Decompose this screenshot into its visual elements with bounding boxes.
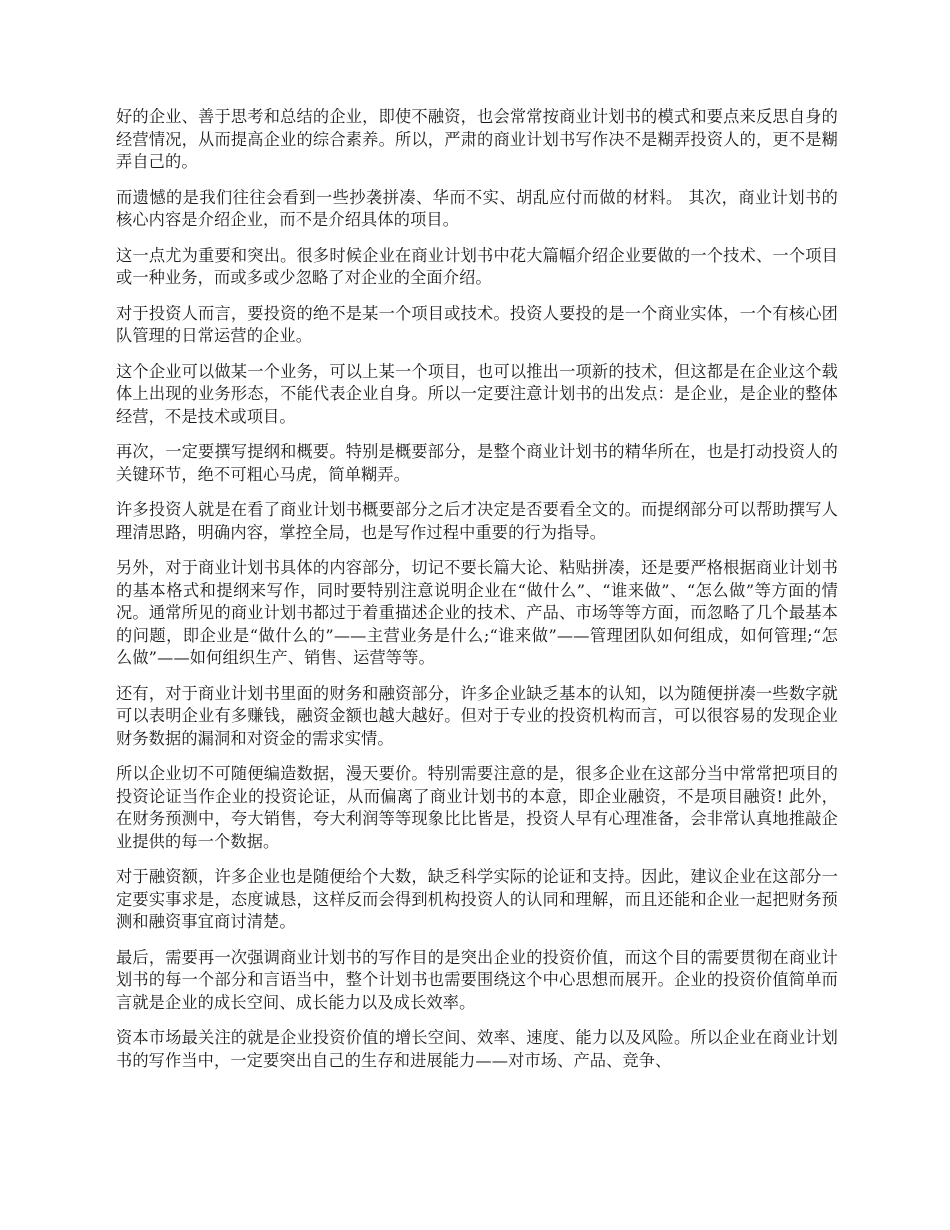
paragraph-7: 许多投资人就是在看了商业计划书概要部分之后才决定是否要看全文的。而提纲部分可以帮助撰写人理清思路，明确内容，掌控全局，也是写作过程中重要的行为指导。 xyxy=(116,500,838,542)
paragraph-1: 好的企业、善于思考和总结的企业，即使不融资，也会常常按商业计划书的模式和要点来反思自身的经营情况，从而提高企业的综合素养。所以，严肃的商业计划书写作决不是糊弄投资人的，更不是糊弄自己的。 xyxy=(116,107,838,171)
paragraph-6: 再次，一定要撰写提纲和概要。特别是概要部分，是整个商业计划书的精华所在，也是打动投资人的关键环节，绝不可粗心马虎，简单糊弄。 xyxy=(116,442,838,484)
paragraph-11: 对于融资额，许多企业也是随便给个大数，缺乏科学实际的论证和支持。因此，建议企业在这部分一定要实事求是，态度诚恳，这样反而会得到机构投资人的认同和理解，而且还能和企业一起把财务预测和融资事宜商讨清楚。 xyxy=(116,867,838,931)
paragraph-10: 所以企业切不可随便编造数据，漫天要价。特别需要注意的是，很多企业在这部分当中常常把项目的投资论证当作企业的投资论证，从而偏离了商业计划书的本意，即企业融资，不是项目融资! 此外，在财务预测中，夸大销售，夸大利润等等现象比比皆是，投资人早有心理准备，会非常认真地推敲企业提供的每一个数据。 xyxy=(116,764,838,851)
paragraph-9: 还有，对于商业计划书里面的财务和融资部分，许多企业缺乏基本的认知，以为随便拼凑一些数字就可以表明企业有多赚钱，融资金额也越大越好。但对于专业的投资机构而言，可以很容易的发现企业财务数据的漏洞和对资金的需求实情。 xyxy=(116,683,838,748)
paragraph-2: 而遗憾的是我们往往会看到一些抄袭拼凑、华而不实、胡乱应付而做的材料。 其次，商业计划书的核心内容是介绍企业，而不是介绍具体的项目。 xyxy=(116,187,838,229)
paragraph-12: 最后，需要再一次强调商业计划书的写作目的是突出企业的投资价值，而这个目的需要贯彻在商业计划书的每一个部分和言语当中，整个计划书也需要围绕这个中心思想而展开。企业的投资价值简单而言就是企业的成长空间、成长能力以及成长效率。 xyxy=(116,947,838,1012)
paragraph-4: 对于投资人而言，要投资的绝不是某一个项目或技术。投资人要投的是一个商业实体，一个有核心团队管理的日常运营的企业。 xyxy=(116,303,838,345)
paragraph-8: 另外，对于商业计划书具体的内容部分，切记不要长篇大论、粘贴拼凑，还是要严格根据商业计划书的基本格式和提纲来写作，同时要特别注意说明企业在“做什么”、“谁来做”、“怎么做”等方面的情况。通常所见的商业计划书都过于着重描述企业的技术、产品、市场等等方面，而忽略了几个最基本的问题，即企业是“做什么的”——主营业务是什么;“谁来做”——管理团队如何组成，如何管理;“怎么做”——如何组织生产、销售、运营等等。 xyxy=(116,558,838,667)
paragraph-13: 资本市场最关注的就是企业投资价值的增长空间、效率、速度、能力以及风险。所以企业在商业计划书的写作当中，一定要突出自己的生存和进展能力——对市场、产品、竞争、 xyxy=(116,1028,838,1070)
paragraph-5: 这个企业可以做某一个业务，可以上某一个项目，也可以推出一项新的技术，但这都是在企业这个载体上出现的业务形态，不能代表企业自身。所以一定要注意计划书的出发点：是企业，是企业的整体经营，不是技术或项目。 xyxy=(116,361,838,426)
paragraph-3: 这一点尤为重要和突出。很多时候企业在商业计划书中花大篇幅介绍企业要做的一个技术、一个项目或一种业务，而或多或少忽略了对企业的全面介绍。 xyxy=(116,245,838,287)
document-page xyxy=(116,106,838,1085)
